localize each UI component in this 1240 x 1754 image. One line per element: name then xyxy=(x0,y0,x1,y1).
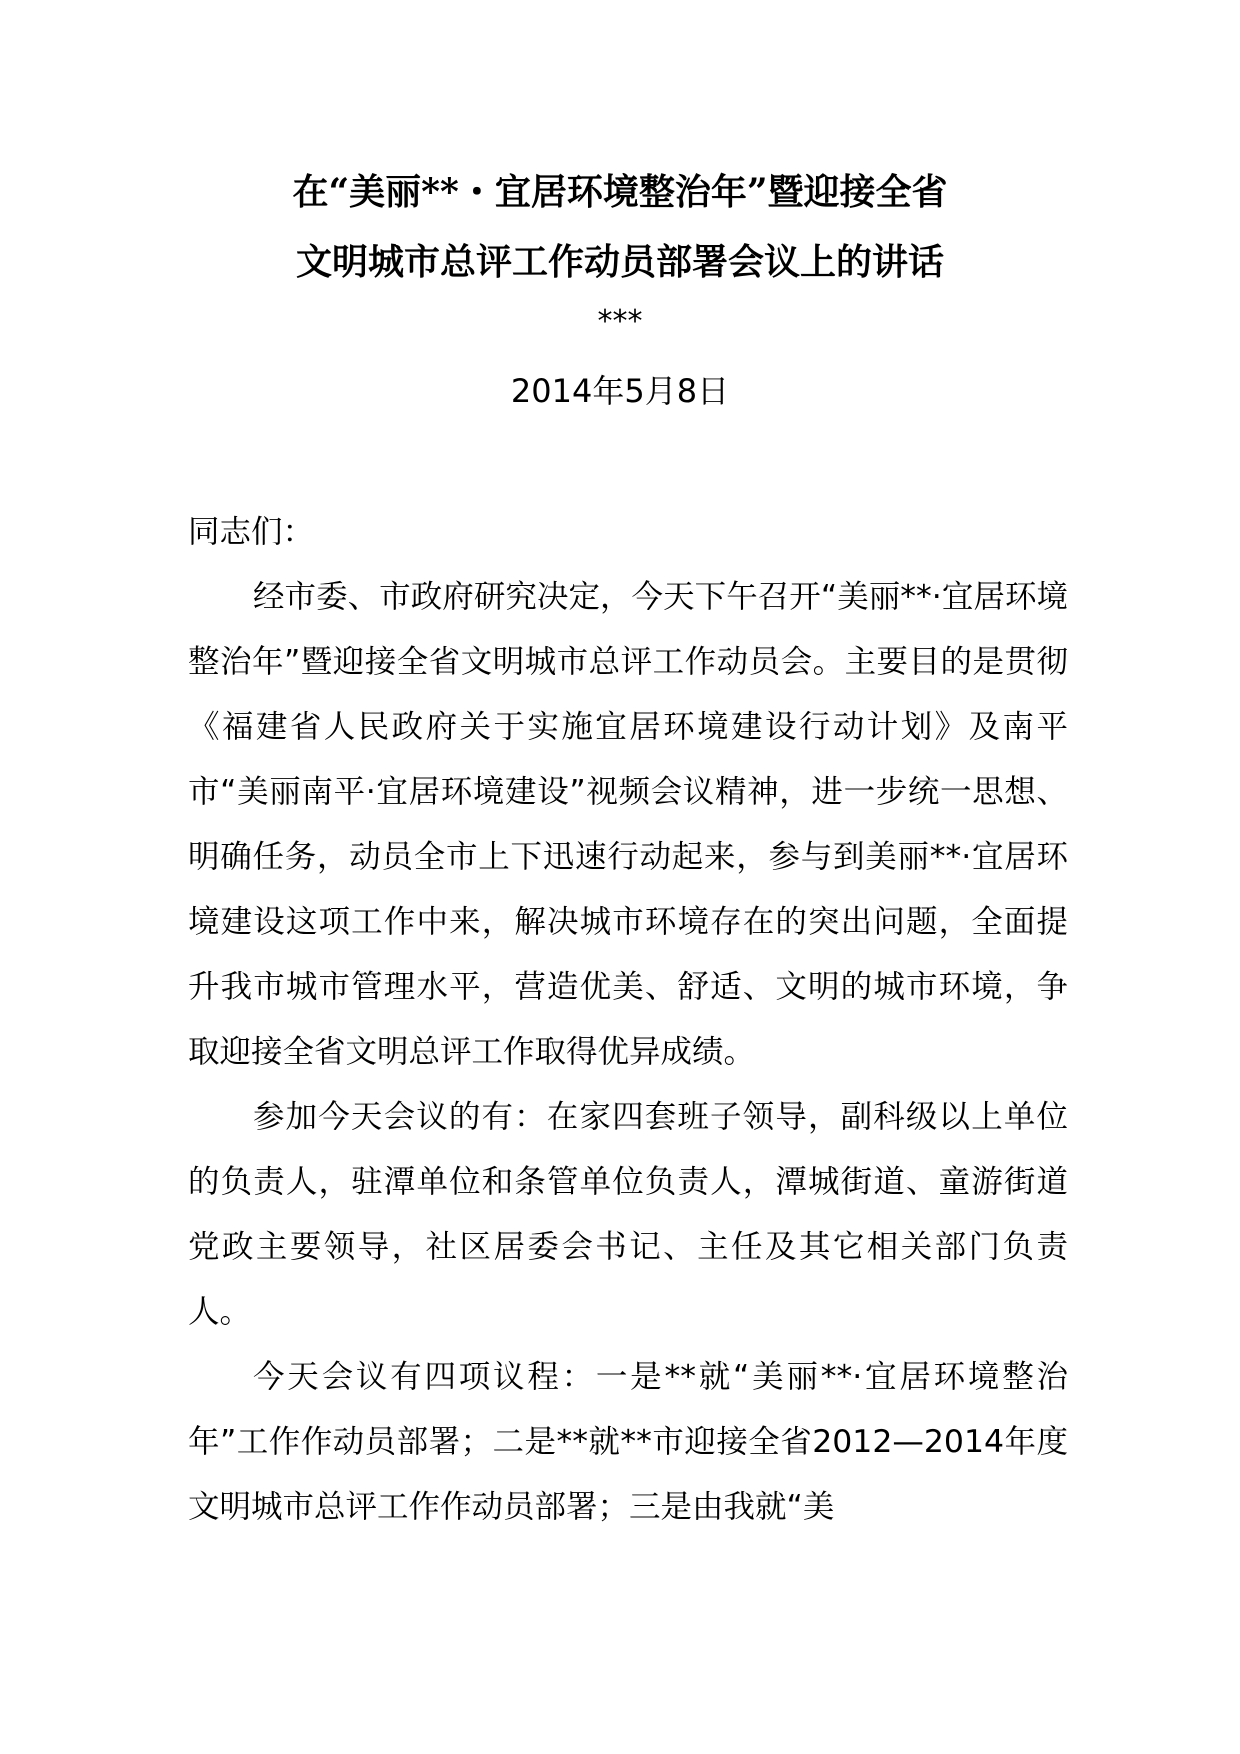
document-title-line-2: 文明城市总评工作动员部署会议上的讲话 xyxy=(295,241,944,283)
document-body xyxy=(188,500,1068,1540)
document-author: *** xyxy=(597,304,643,339)
document-title-line-1: 在“美丽**・宜居环境整治年”暨迎接全省 xyxy=(292,171,948,213)
paragraph-2: 参加今天会议的有：在家四套班子领导，副科级以上单位的负责人，驻潭单位和条管单位负责人，潭城街道、童游街道党政主要领导，社区居委会书记、主任及其它相关部门负责人。 xyxy=(188,1099,1068,1330)
paragraph-3: 今天会议有四项议程：一是**就“美丽**·宜居环境整治年”工作作动员部署；二是**就**市迎接全省2012—2014年度文明城市总评工作作动员部署；三是由我就“美 xyxy=(188,1359,1068,1525)
paragraph-1: 经市委、市政府研究决定，今天下午召开“美丽**·宜居环境整治年”暨迎接全省文明城市总评工作动员会。主要目的是贯彻《福建省人民政府关于实施宜居环境建设行动计划》及南平市“美丽南平·宜居环境建设”视频会议精神，进一步统一思想、明确任务，动员全市上下迅速行动起来，参与到美丽**·宜居环境建设这项工作中来，解决城市环境存在的突出问题，全面提升我市城市管理水平，营造优美、舒适、文明的城市环境，争取迎接全省文明总评工作取得优异成绩。 xyxy=(188,579,1068,1070)
document-date: 2014年5月8日 xyxy=(510,372,730,410)
salutation: 同志们： xyxy=(188,514,315,550)
